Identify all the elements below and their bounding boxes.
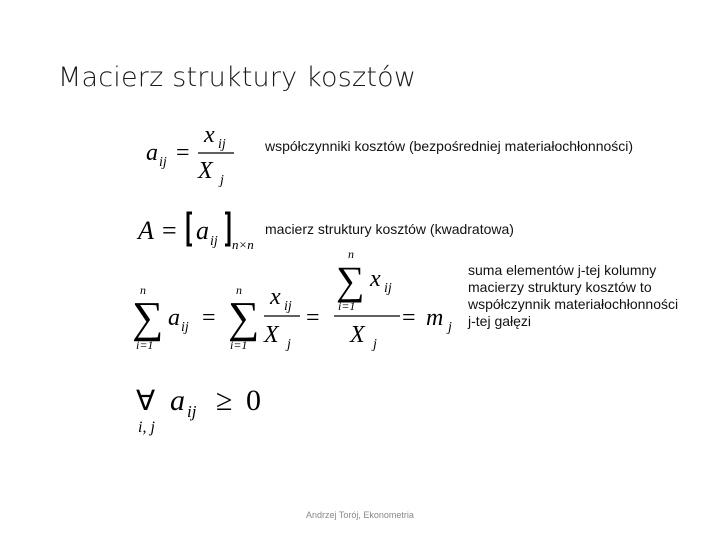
- f3-frac2-num: x: [370, 266, 381, 292]
- f3-sum2-bottom: i=1: [230, 338, 248, 352]
- f3-sum1-sigma: ∑: [132, 293, 164, 342]
- f4-geq: ≥: [216, 384, 233, 417]
- f3-sum2-top: n: [236, 283, 242, 297]
- footer-author: Andrzej Torój, Ekonometria: [306, 510, 414, 520]
- formula-cost-coefficient: [140, 120, 250, 190]
- f3-eq2: =: [306, 305, 320, 331]
- f3-frac1-num-sub: ij: [284, 299, 292, 314]
- f3-frac2-num-sub: ij: [384, 281, 392, 296]
- f2-eq: =: [162, 216, 177, 245]
- f4-a: a: [170, 384, 185, 417]
- slide-title: Macierz struktury kosztów: [58, 62, 417, 93]
- f2-elem-sub: ij: [210, 234, 218, 249]
- f3-frac1-den-sub: j: [287, 337, 291, 352]
- formula-column-sum: [130, 247, 470, 360]
- formula-cost-matrix: [136, 205, 266, 255]
- f1-num: x: [204, 122, 215, 148]
- f3-frac1-den: X: [264, 322, 279, 348]
- f2-right-bracket: [225, 213, 229, 245]
- f3-rhs-sub: j: [448, 320, 452, 335]
- f1-lhs-sub: ij: [159, 155, 167, 170]
- f1-lhs: a: [146, 140, 158, 166]
- f2-elem: a: [196, 216, 209, 245]
- f2-left-bracket: [188, 213, 192, 245]
- formula-nonnegativity: [134, 372, 284, 442]
- description-cost-coefficient: współczynniki kosztów (bezpośredniej materiałochłonności): [265, 138, 634, 154]
- f4-sub: i, j: [138, 419, 155, 436]
- f3-sum3-sigma: ∑: [336, 258, 365, 303]
- f3-sum1-bottom: i=1: [136, 338, 154, 352]
- f3-a-sub: ij: [181, 320, 189, 335]
- f3-eq3: =: [402, 305, 416, 331]
- f1-den-sub: j: [220, 173, 224, 188]
- f3-frac2-den: X: [350, 322, 365, 348]
- f3-frac1-num: x: [270, 284, 281, 310]
- f3-eq1: =: [202, 305, 216, 331]
- f4-forall: ∀: [136, 386, 156, 417]
- description-cost-matrix: macierz struktury kosztów (kwadratowa): [265, 221, 514, 237]
- description-column-sum: suma elementów j-tej kolumny macierzy struktury kosztów to współczynnik materiałochłonności j-tej gałęzi: [468, 262, 679, 329]
- f1-num-sub: ij: [218, 137, 226, 152]
- f3-frac2-den-sub: j: [373, 337, 377, 352]
- f4-zero: 0: [246, 384, 261, 417]
- f3-a: a: [168, 305, 180, 331]
- f2-lhs: A: [138, 216, 154, 245]
- f3-sum3-top: n: [348, 247, 354, 261]
- f4-a-sub: ij: [187, 402, 197, 421]
- f1-eq: =: [176, 140, 190, 166]
- f1-den: X: [198, 158, 213, 184]
- f3-sum3-bottom: i=1: [338, 299, 356, 313]
- f3-rhs: m: [426, 305, 444, 331]
- f3-sum1-top: n: [140, 283, 146, 297]
- f3-sum2-sigma: ∑: [228, 293, 260, 342]
- f2-dim: n×n: [232, 237, 254, 252]
